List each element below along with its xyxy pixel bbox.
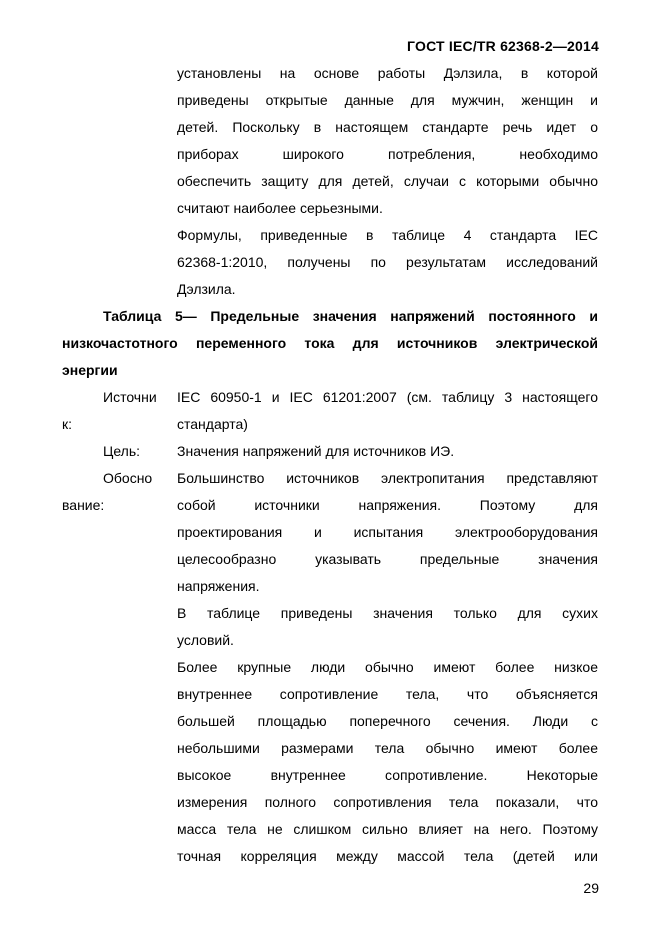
intro-line: установлены на основе работы Дэлзила, в которой [177, 65, 598, 81]
rationale-line: целесообразно указывать предельные значения [177, 551, 598, 567]
source-label: к: [62, 416, 73, 432]
source-text: стандарта) [177, 416, 248, 432]
rationale-line: масса тела не слишком сильно влияет на него. Поэтому [177, 821, 598, 837]
intro-line: Формулы, приведенные в таблице 4 стандарта IEC [177, 227, 598, 243]
table-title-line: энергии [62, 362, 118, 378]
rationale-line: высокое внутреннее сопротивление. Некоторые [177, 767, 598, 783]
rationale-line: В таблице приведены значения только для сухих [177, 605, 598, 621]
table-title-line: низкочастотного переменного тока для источников электрической [62, 335, 598, 351]
rationale-line: большей площадью поперечного сечения. Люди с [177, 713, 598, 729]
rationale-line: точная корреляция между массой тела (детей или [177, 848, 598, 864]
intro-line: Дэлзила. [177, 281, 236, 297]
rationale-line: внутреннее сопротивление тела, что объясняется [177, 686, 598, 702]
intro-line: 62368-1:2010, получены по результатам исследований [177, 254, 598, 270]
purpose-label: Цель: [103, 443, 141, 459]
intro-line: приборах широкого потребления, необходимо [177, 146, 598, 162]
intro-line: обеспечить защиту для детей, случаи с которыми обычно [177, 173, 598, 189]
rationale-line: Более крупные люди обычно имеют более низкое [177, 659, 598, 675]
intro-line: детей. Поскольку в настоящем стандарте речь идет о [177, 119, 598, 135]
source-label: Источни [103, 389, 157, 405]
page-number: 29 [583, 880, 599, 896]
rationale-line: измерения полного сопротивления тела показали, что [177, 794, 598, 810]
purpose-text: Значения напряжений для источников ИЭ. [177, 443, 455, 459]
intro-line: считают наиболее серьезными. [177, 200, 383, 216]
rationale-line: проектирования и испытания электрооборудования [177, 524, 598, 540]
rationale-line: Большинство источников электропитания представляют [177, 470, 598, 486]
table-title-line: Таблица 5— Предельные значения напряжений постоянного и [103, 308, 598, 324]
standard-header: ГОСТ IEC/TR 62368-2—2014 [407, 38, 599, 54]
rationale-label: Обосно [103, 470, 153, 486]
rationale-line: условий. [177, 632, 234, 648]
rationale-line: напряжения. [177, 578, 260, 594]
intro-line: приведены открытые данные для мужчин, женщин и [177, 92, 598, 108]
rationale-line: собой источники напряжения. Поэтому для [177, 497, 598, 513]
rationale-line: небольшими размерами тела обычно имеют более [177, 740, 598, 756]
rationale-label: вание: [62, 497, 105, 513]
source-text: IEC 60950-1 и IEC 61201:2007 (см. таблицу 3 настоящего [177, 389, 598, 405]
